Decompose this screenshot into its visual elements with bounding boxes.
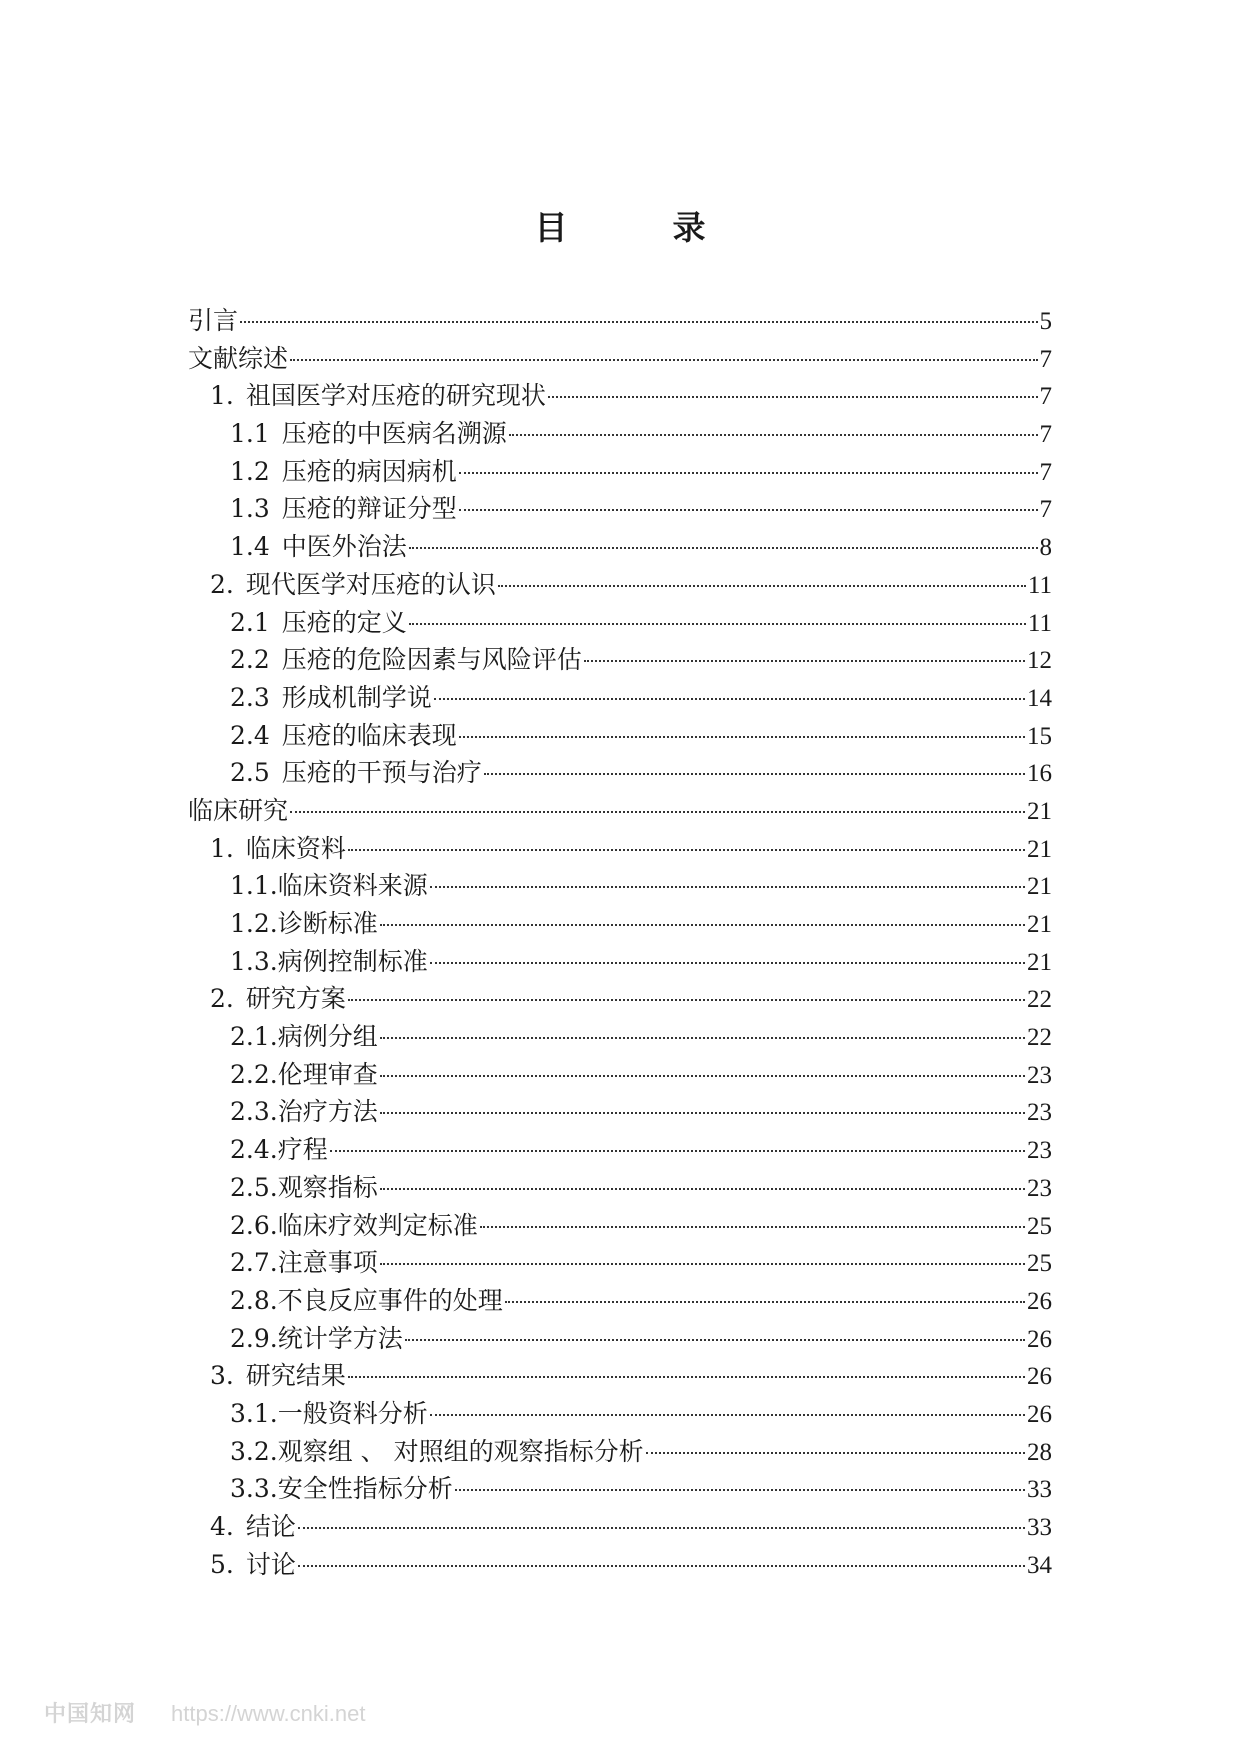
toc-entry-label: [210, 381, 546, 411]
toc-entry-label: [230, 1022, 378, 1052]
toc-entry-label: [230, 871, 428, 901]
toc-entry-title: 2.2.伦理审查: [230, 1059, 378, 1089]
toc-entry-label: [230, 1173, 378, 1203]
toc-page-number: 15: [1027, 722, 1052, 750]
toc-dot-leader: [330, 1150, 1025, 1152]
toc-page-number: 7: [1039, 421, 1052, 449]
toc-entry[interactable]: [188, 683, 1052, 721]
toc-page-number: 21: [1027, 948, 1052, 976]
toc-entry-title: 2.3.治疗方法: [230, 1097, 378, 1127]
toc-entry[interactable]: [188, 1135, 1052, 1173]
toc-dot-leader: [584, 660, 1025, 662]
toc-entry[interactable]: [188, 721, 1052, 759]
toc-entry[interactable]: [188, 381, 1052, 419]
toc-entry-label: [230, 1097, 378, 1127]
toc-dot-leader: [290, 359, 1037, 361]
toc-dot-leader: [484, 773, 1025, 775]
toc-entry-title: 研究方案: [245, 984, 346, 1014]
toc-page-number: 8: [1039, 534, 1052, 562]
toc-dot-leader: [409, 547, 1038, 549]
toc-entry-label: [230, 532, 407, 562]
toc-entry-label: [230, 1286, 503, 1316]
toc-entry-title: 2.6.临床疗效判定标准: [230, 1210, 478, 1240]
toc-entry-title: 研究结果: [245, 1361, 346, 1391]
toc-dot-leader: [380, 1188, 1025, 1190]
toc-entry[interactable]: [188, 796, 1052, 834]
toc-page-number: 34: [1027, 1551, 1052, 1579]
toc-entry-label: [230, 947, 428, 977]
toc-entry-number: 2.2: [230, 645, 270, 675]
toc-page-number: 21: [1027, 911, 1052, 938]
toc-entry-title: 形成机制学说: [281, 682, 432, 712]
toc-entry[interactable]: [188, 871, 1052, 909]
toc-entry-title: 1.3.病例控制标准: [230, 946, 428, 976]
toc-dot-leader: [430, 962, 1025, 964]
toc-entry[interactable]: [188, 532, 1052, 570]
toc-entry[interactable]: [188, 306, 1052, 344]
toc-page-number: 21: [1027, 873, 1052, 901]
toc-dot-leader: [459, 509, 1038, 511]
toc-entry-label: [230, 1060, 378, 1090]
toc-entry-title: 结论: [245, 1512, 296, 1541]
toc-page-number: 23: [1027, 1137, 1052, 1165]
toc-entry-label: [188, 306, 238, 336]
toc-entry-title: 引言: [188, 306, 239, 335]
toc-entry-title: 压疮的中医病名溯源: [281, 419, 507, 449]
toc-entry-title: 现代医学对压疮的认识: [245, 569, 496, 599]
toc-page-number: 26: [1027, 1400, 1052, 1428]
toc-page-number: 23: [1027, 1099, 1052, 1127]
cnki-watermark: [44, 1700, 365, 1729]
toc-entry-label: [230, 419, 507, 449]
toc-entry-label: [230, 683, 432, 713]
toc-entry[interactable]: [188, 1550, 1052, 1588]
toc-dot-leader: [380, 1037, 1025, 1039]
toc-entry-title: 祖国医学对压疮的研究现状: [245, 381, 546, 411]
toc-page-number: 7: [1039, 345, 1052, 373]
toc-entry[interactable]: [188, 909, 1052, 947]
toc-entry-title: 2.1.病例分组: [230, 1022, 378, 1052]
toc-entry-label: [188, 344, 288, 374]
toc-entry-label: [230, 645, 582, 675]
toc-entry-number: 1.4: [230, 532, 270, 562]
toc-entry-label: [230, 457, 457, 487]
toc-entry[interactable]: [188, 570, 1052, 608]
toc-entry-number: 4.: [210, 1512, 234, 1541]
toc-entry-label: [230, 1211, 478, 1241]
toc-entry-label: [210, 1512, 296, 1542]
toc-entry[interactable]: [188, 1097, 1052, 1135]
toc-page-number: 28: [1027, 1438, 1052, 1466]
toc-page-number: 21: [1027, 835, 1052, 863]
toc-entry-label: [230, 494, 457, 524]
toc-dot-leader: [480, 1226, 1025, 1228]
toc-page-number: 25: [1027, 1212, 1052, 1240]
toc-entry[interactable]: [188, 608, 1052, 646]
toc-entry-title: 压疮的干预与治疗: [281, 758, 482, 788]
toc-page-number: 7: [1039, 458, 1052, 486]
toc-entry[interactable]: [188, 419, 1052, 457]
toc-entry-label: [230, 721, 457, 751]
toc-entry-label: [210, 984, 346, 1014]
toc-entry[interactable]: [188, 947, 1052, 985]
toc-dot-leader: [505, 1301, 1025, 1303]
toc-entry-title: 临床资料: [245, 833, 346, 863]
toc-page-number: 26: [1027, 1287, 1052, 1315]
toc-entry[interactable]: [188, 1474, 1052, 1512]
toc-entry[interactable]: [188, 457, 1052, 495]
toc-entry[interactable]: [188, 1211, 1052, 1249]
toc-page-number: 5: [1039, 308, 1052, 335]
toc-entry-title: 压疮的辩证分型: [281, 494, 457, 524]
toc-entry[interactable]: [188, 494, 1052, 532]
toc-entry-label: [230, 608, 407, 638]
toc-entry[interactable]: [188, 984, 1052, 1022]
toc-dot-leader: [290, 811, 1025, 813]
toc-entry[interactable]: [188, 1286, 1052, 1324]
watermark-url: https://www.cnki.net: [171, 1701, 366, 1726]
toc-entry-number: 2.4: [230, 720, 270, 750]
toc-entry-title: 2.9.统计学方法: [230, 1323, 403, 1353]
toc-dot-leader: [380, 1075, 1025, 1077]
toc-page-number: 7: [1039, 496, 1052, 524]
toc-entry-label: [230, 1437, 644, 1467]
toc-entry-title: 3.2.观察组 、 对照组的观察指标分析: [230, 1436, 644, 1466]
toc-dot-leader: [298, 1527, 1025, 1529]
toc-entry-number: 3.: [210, 1361, 234, 1391]
toc-dot-leader: [548, 396, 1038, 398]
toc-page-number: 33: [1027, 1476, 1052, 1504]
toc-dot-leader: [430, 886, 1025, 888]
toc-entry-number: 2.: [210, 984, 234, 1014]
toc-entry-number: 1.: [210, 381, 234, 411]
toc-entry-label: [210, 570, 496, 600]
toc-entry-label: [230, 1399, 428, 1429]
toc-entry-label: [230, 1474, 453, 1504]
toc-entry-number: 1.1: [230, 419, 270, 449]
toc-entry-title: 压疮的临床表现: [281, 720, 457, 750]
toc-entry[interactable]: [188, 1324, 1052, 1362]
toc-entry[interactable]: [188, 758, 1052, 796]
toc-entry-label: [188, 796, 288, 826]
toc-entry-label: [210, 834, 346, 864]
toc-dot-leader: [459, 736, 1025, 738]
toc-entry-number: 1.: [210, 833, 234, 863]
toc-entry-label: [230, 909, 378, 939]
toc-dot-leader: [348, 999, 1025, 1001]
toc-page-number: 33: [1027, 1514, 1052, 1541]
toc-entry-title: 1.2.诊断标准: [230, 909, 378, 938]
toc-page-number: 12: [1027, 647, 1052, 675]
toc-entry-title: 文献综述: [188, 343, 289, 373]
toc-page-number: 26: [1027, 1325, 1052, 1353]
toc-entry[interactable]: [188, 344, 1052, 382]
toc-page-number: 7: [1039, 383, 1052, 411]
toc-entry-label: [230, 1324, 403, 1354]
toc-dot-leader: [240, 321, 1037, 323]
table-of-contents: [188, 306, 1052, 1587]
toc-entry-label: [230, 1135, 328, 1165]
toc-entry-label: [210, 1550, 296, 1580]
toc-entry-title: 中医外治法: [281, 532, 407, 562]
toc-dot-leader: [459, 472, 1038, 474]
toc-dot-leader: [405, 1339, 1025, 1341]
toc-entry-label: [210, 1361, 346, 1391]
toc-entry[interactable]: [188, 834, 1052, 872]
page-title: 目 录: [534, 208, 742, 247]
toc-page-number: 23: [1027, 1061, 1052, 1089]
toc-entry[interactable]: [188, 1361, 1052, 1399]
toc-dot-leader: [509, 434, 1038, 436]
toc-page-number: 21: [1027, 797, 1052, 825]
toc-entry-label: [230, 1248, 378, 1278]
toc-entry-title: 2.4.疗程: [230, 1135, 328, 1165]
toc-page-number: 22: [1027, 986, 1052, 1014]
toc-entry-title: 压疮的危险因素与风险评估: [281, 645, 582, 675]
toc-page-number: 16: [1027, 760, 1052, 788]
toc-entry[interactable]: [188, 645, 1052, 683]
toc-entry[interactable]: [188, 1060, 1052, 1098]
toc-entry-title: 压疮的定义: [281, 607, 407, 637]
toc-entry-number: 2.1: [230, 607, 270, 637]
toc-entry-title: 2.5.观察指标: [230, 1172, 378, 1202]
toc-dot-leader: [380, 924, 1025, 926]
toc-entry[interactable]: [188, 1437, 1052, 1475]
toc-entry-number: 2.5: [230, 758, 270, 788]
toc-entry[interactable]: [188, 1248, 1052, 1286]
toc-dot-leader: [455, 1489, 1025, 1491]
toc-dot-leader: [434, 698, 1025, 700]
toc-dot-leader: [348, 849, 1025, 851]
toc-entry-number: 1.2: [230, 456, 270, 486]
toc-entry-title: 临床研究: [188, 795, 289, 825]
toc-dot-leader: [409, 623, 1026, 625]
toc-entry-title: 3.3.安全性指标分析: [230, 1474, 453, 1504]
toc-entry-label: [230, 758, 482, 788]
toc-entry-title: 3.1.一般资料分析: [230, 1398, 428, 1428]
toc-dot-leader: [646, 1452, 1025, 1454]
toc-entry-number: 5.: [210, 1549, 234, 1579]
toc-dot-leader: [498, 585, 1026, 587]
toc-entry[interactable]: [188, 1173, 1052, 1211]
toc-entry-title: 压疮的病因病机: [281, 456, 457, 486]
toc-entry[interactable]: [188, 1512, 1052, 1550]
toc-entry-number: 1.3: [230, 494, 270, 524]
toc-entry-title: 2.8.不良反应事件的处理: [230, 1285, 503, 1315]
toc-page-number: 11: [1027, 609, 1052, 637]
toc-dot-leader: [298, 1565, 1025, 1567]
toc-page-number: 11: [1027, 571, 1052, 599]
toc-entry-number: 2.: [210, 569, 234, 599]
toc-dot-leader: [348, 1376, 1025, 1378]
toc-dot-leader: [380, 1112, 1025, 1114]
toc-page-number: 14: [1027, 684, 1052, 712]
toc-page-number: 25: [1027, 1250, 1052, 1278]
toc-dot-leader: [380, 1263, 1025, 1265]
toc-page-number: 23: [1027, 1174, 1052, 1202]
toc-entry[interactable]: [188, 1399, 1052, 1437]
toc-entry-title: 2.7.注意事项: [230, 1248, 378, 1278]
watermark-logo: 中国知网: [44, 1702, 137, 1727]
toc-entry-title: 讨论: [245, 1549, 296, 1579]
toc-dot-leader: [430, 1414, 1025, 1416]
toc-page-number: 26: [1027, 1363, 1052, 1391]
toc-entry-title: 1.1.临床资料来源: [230, 871, 428, 901]
toc-entry-number: 2.3: [230, 682, 270, 712]
toc-entry[interactable]: [188, 1022, 1052, 1060]
toc-page-number: 22: [1027, 1024, 1052, 1052]
